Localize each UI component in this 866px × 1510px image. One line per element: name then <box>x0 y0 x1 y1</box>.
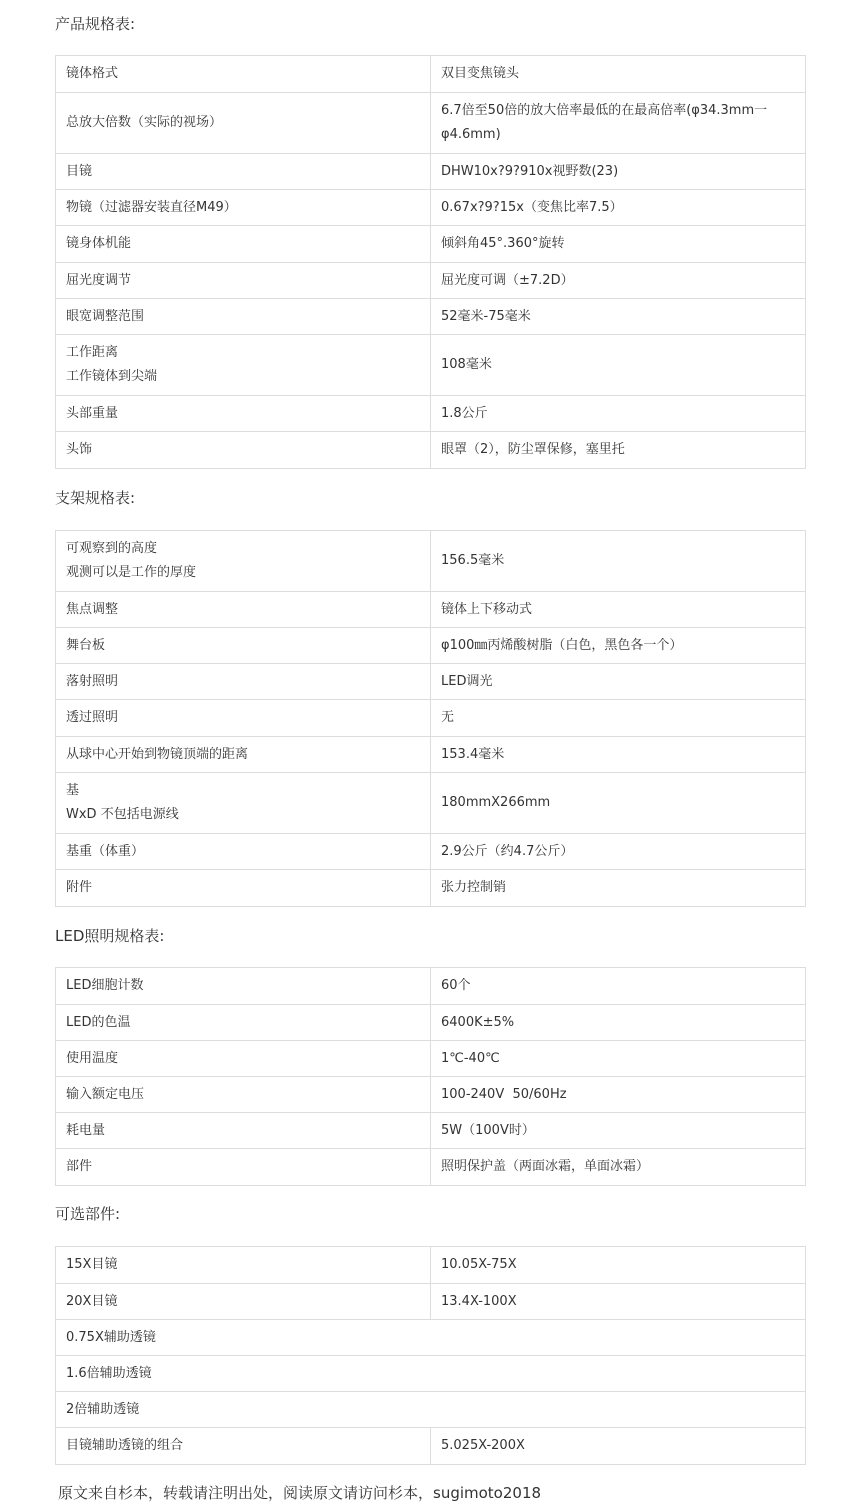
table-row <box>56 1392 806 1428</box>
table-row <box>56 628 806 664</box>
row-value: 13.4X-100X <box>431 1284 806 1320</box>
row-value: 双目变焦镜头 <box>431 56 806 93</box>
table-row <box>56 93 806 154</box>
row-value: 60个 <box>431 968 806 1005</box>
table-row <box>56 1041 806 1077</box>
row-value: 眼罩（2），防尘罩保修，塞里托 <box>431 432 806 469</box>
table-row <box>56 1113 806 1149</box>
row-value: 1.8公斤 <box>431 396 806 432</box>
row-label: 落射照明 <box>56 664 431 700</box>
row-value: DHW10x?9?910x视野数(23) <box>431 154 806 190</box>
row-label: 舞台板 <box>56 628 431 664</box>
row-label: 头部重量 <box>56 396 431 432</box>
row-label: 镜身体机能 <box>56 226 431 263</box>
table-row <box>56 1077 806 1113</box>
row-value: LED调光 <box>431 664 806 700</box>
table-row <box>56 56 806 93</box>
row-label: LED细胞计数 <box>56 968 431 1005</box>
row-label: 目镜辅助透镜的组合 <box>56 1428 431 1465</box>
table-row <box>56 737 806 773</box>
row-label: 眼宽调整范围 <box>56 299 431 335</box>
row-label: 附件 <box>56 870 431 907</box>
table-row <box>56 1149 806 1186</box>
row-value: 倾斜角45°.360°旋转 <box>431 226 806 263</box>
row-label: 基 WxD 不包括电源线 <box>56 773 431 834</box>
table-row <box>56 968 806 1005</box>
table-row <box>56 335 806 396</box>
row-label: 工作距离 工作镜体到尖端 <box>56 335 431 396</box>
row-label: 镜体格式 <box>56 56 431 93</box>
row-label: 2倍辅助透镜 <box>56 1392 806 1428</box>
product-spec-table <box>55 55 806 469</box>
optional-parts-table <box>55 1246 806 1465</box>
row-label: 部件 <box>56 1149 431 1186</box>
row-label: 0.75X辅助透镜 <box>56 1320 806 1356</box>
row-value: 6.7倍至50倍的放大倍率最低的在最高倍率(φ34.3mm一φ4.6mm) <box>431 93 806 154</box>
table-row <box>56 1005 806 1041</box>
row-label: 15X目镜 <box>56 1247 431 1284</box>
row-label: 20X目镜 <box>56 1284 431 1320</box>
row-label: 1.6倍辅助透镜 <box>56 1356 806 1392</box>
table-row <box>56 773 806 834</box>
stand-spec-table <box>55 530 806 907</box>
row-label: 输入额定电压 <box>56 1077 431 1113</box>
row-label: 基重（体重） <box>56 834 431 870</box>
table-row <box>56 531 806 592</box>
row-label: 目镜 <box>56 154 431 190</box>
table-row <box>56 432 806 469</box>
source-footer: 原文来自杉本，转载请注明出处，阅读原文请访问杉本，sugimoto2018 <box>58 1484 542 1502</box>
row-value: 156.5毫米 <box>431 531 806 592</box>
table-row <box>56 190 806 226</box>
table-row <box>56 263 806 299</box>
row-value: 张力控制销 <box>431 870 806 907</box>
table-row <box>56 870 806 907</box>
table-row <box>56 592 806 628</box>
section-title-product-spec: 产品规格表: <box>55 15 136 33</box>
row-label: 物镜（过滤器安装直径M49） <box>56 190 431 226</box>
table-row <box>56 154 806 190</box>
table-row <box>56 226 806 263</box>
row-value: 108毫米 <box>431 335 806 396</box>
section-title-stand-spec: 支架规格表: <box>55 489 136 507</box>
table-row <box>56 834 806 870</box>
row-value: 180mmX266mm <box>431 773 806 834</box>
row-label: 头饰 <box>56 432 431 469</box>
table-row <box>56 1247 806 1284</box>
row-value: 照明保护盖（两面冰霜，单面冰霜） <box>431 1149 806 1186</box>
row-value: 5W（100V时） <box>431 1113 806 1149</box>
row-value: φ100㎜丙烯酸树脂（白色，黑色各一个） <box>431 628 806 664</box>
row-value: 屈光度可调（±7.2D） <box>431 263 806 299</box>
row-value: 1℃-40℃ <box>431 1041 806 1077</box>
row-label: 总放大倍数（实际的视场） <box>56 93 431 154</box>
led-spec-table <box>55 967 806 1186</box>
table-row <box>56 664 806 700</box>
row-label: LED的色温 <box>56 1005 431 1041</box>
row-label: 耗电量 <box>56 1113 431 1149</box>
row-value: 0.67x?9?15x（变焦比率7.5） <box>431 190 806 226</box>
row-label: 焦点调整 <box>56 592 431 628</box>
table-row <box>56 1428 806 1465</box>
row-value: 153.4毫米 <box>431 737 806 773</box>
row-value: 无 <box>431 700 806 737</box>
row-label: 使用温度 <box>56 1041 431 1077</box>
section-title-led-spec: LED照明规格表: <box>55 927 165 945</box>
table-row <box>56 396 806 432</box>
row-value: 2.9公斤（约4.7公斤） <box>431 834 806 870</box>
row-value: 10.05X-75X <box>431 1247 806 1284</box>
row-value: 52毫米-75毫米 <box>431 299 806 335</box>
row-value: 6400K±5% <box>431 1005 806 1041</box>
row-value: 100-240V 50/60Hz <box>431 1077 806 1113</box>
section-title-optional-parts: 可选部件: <box>55 1205 121 1223</box>
row-label: 屈光度调节 <box>56 263 431 299</box>
row-label: 从球中心开始到物镜顶端的距离 <box>56 737 431 773</box>
row-label: 透过照明 <box>56 700 431 737</box>
table-row <box>56 1284 806 1320</box>
table-row <box>56 1320 806 1356</box>
row-value: 5.025X-200X <box>431 1428 806 1465</box>
row-value: 镜体上下移动式 <box>431 592 806 628</box>
table-row <box>56 700 806 737</box>
table-row <box>56 299 806 335</box>
table-row <box>56 1356 806 1392</box>
row-label: 可观察到的高度 观测可以是工作的厚度 <box>56 531 431 592</box>
